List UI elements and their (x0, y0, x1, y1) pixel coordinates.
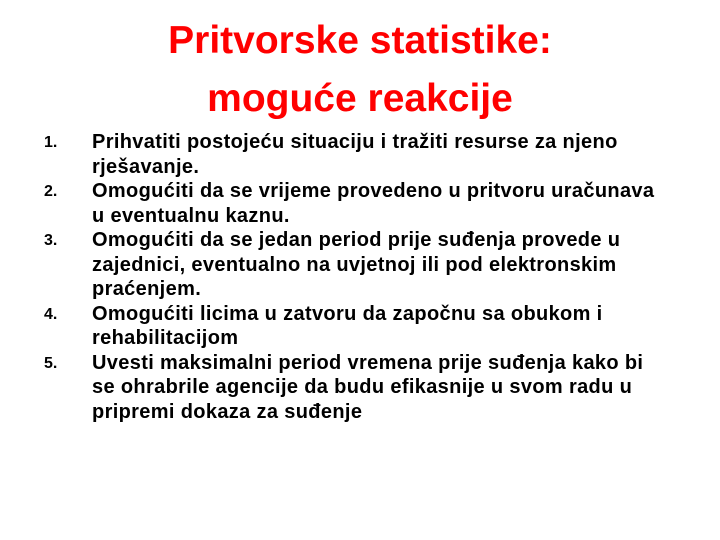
list-item-text: Omogućiti da se jedan period prije suđenja provede u zajednici, eventualno na uvjetnoj ili pod elektronskim praćenjem. (92, 229, 621, 300)
list-item-number: 1. (44, 134, 58, 151)
list-item-text: Omogućiti da se vrijeme provedeno u pritvoru uračunava u eventualnu kaznu. (92, 180, 655, 227)
list-item-text: Uvesti maksimalni period vremena prije suđenja kako bi se ohrabrile agencije da budu efikasnije u svom radu u pripremi dokaza za suđenje (92, 351, 644, 423)
list-item (0, 351, 720, 425)
slide-title (40, 12, 680, 128)
list-item-number: 4. (44, 305, 58, 323)
list-item-number: 2. (44, 183, 58, 200)
list-item (0, 130, 720, 179)
slide-title-line-2: moguće reakcije (207, 77, 513, 120)
list-item-text: Omogućiti licima u zatvoru da započnu sa obukom i rehabilitacijom (92, 302, 603, 349)
list-item (0, 228, 720, 302)
numbered-list (0, 130, 720, 424)
list-item-text: Prihvatiti postojeću situaciju i tražiti resurse za njeno rješavanje. (92, 131, 618, 178)
slide-title-line-1: Pritvorske statistike: (168, 19, 552, 62)
list-item (0, 179, 720, 228)
list-item (0, 302, 720, 351)
list-item-number: 5. (44, 354, 58, 372)
list-item-number: 3. (44, 232, 58, 249)
